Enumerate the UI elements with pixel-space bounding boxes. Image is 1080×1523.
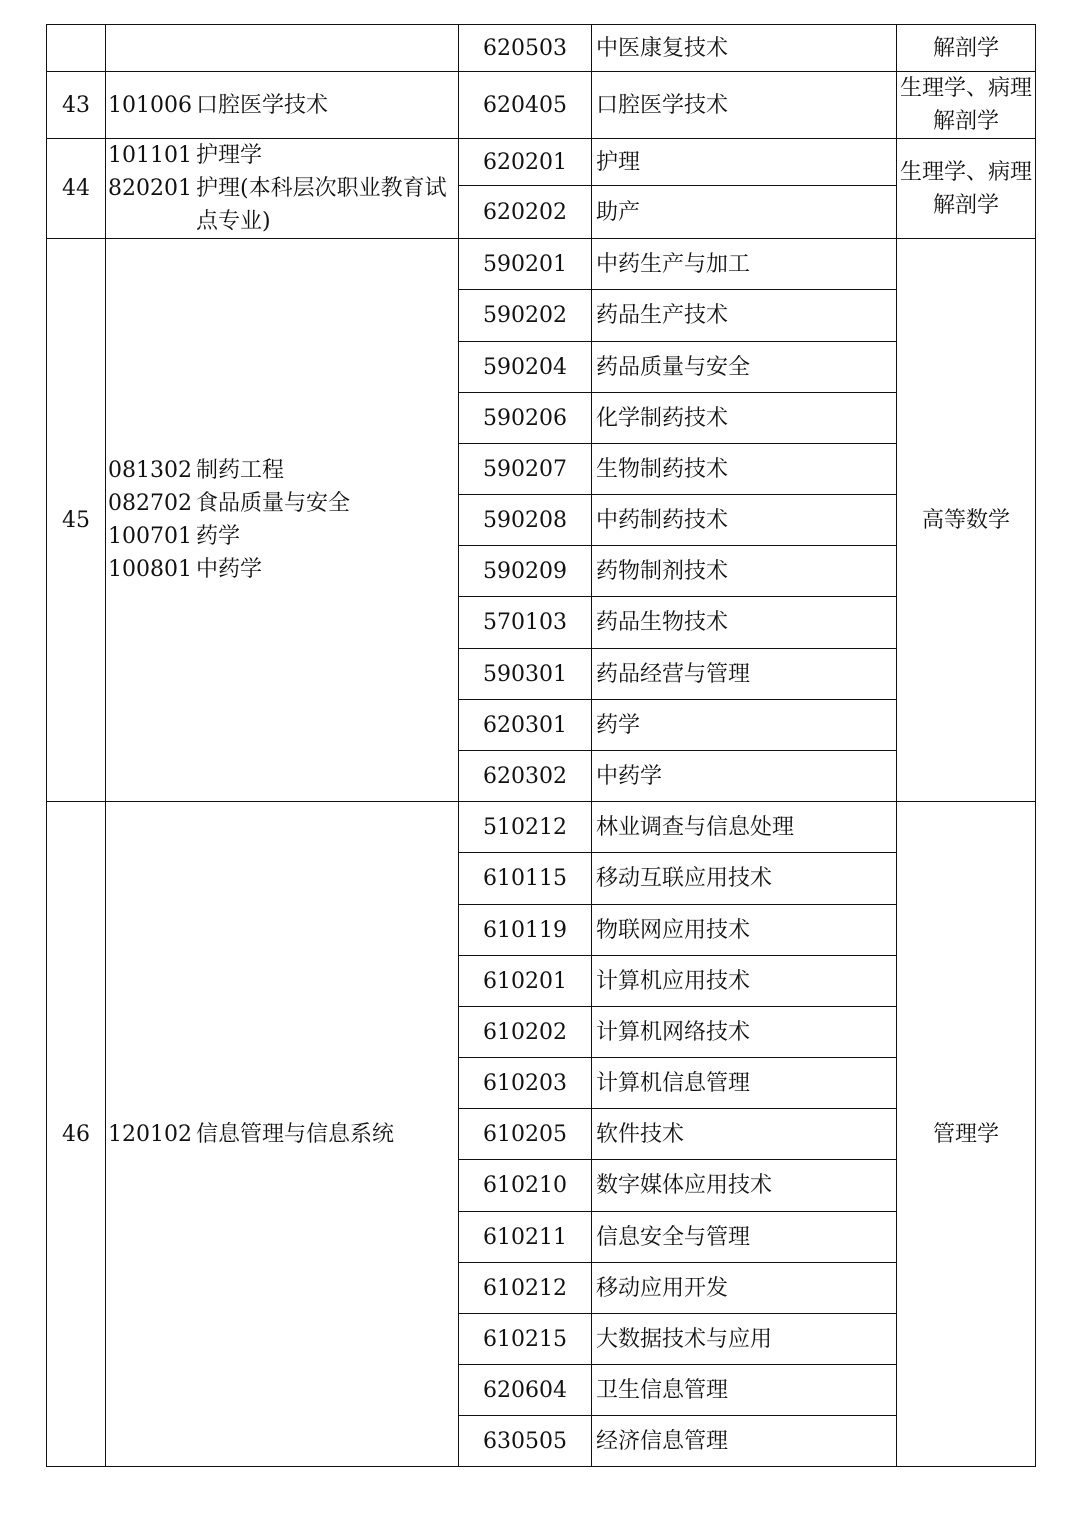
undergrad-major-item	[108, 553, 458, 586]
vocational-name-cell: 软件技术	[592, 1109, 897, 1160]
group-seq-cell: 43	[47, 72, 106, 139]
group-seq-cell	[47, 25, 106, 72]
vocational-name-cell: 中医康复技术	[592, 25, 897, 72]
vocational-name-cell: 经济信息管理	[592, 1416, 897, 1467]
vocational-code-cell: 570103	[459, 597, 592, 649]
undergrad-majors-cell	[106, 25, 459, 72]
vocational-code-cell: 590202	[459, 290, 592, 342]
vocational-code-cell: 590301	[459, 649, 592, 700]
vocational-code-cell: 610115	[459, 853, 592, 905]
vocational-name-cell: 计算机网络技术	[592, 1007, 897, 1058]
undergrad-major-name: 护理(本科层次职业教育试点专业)	[196, 176, 447, 234]
undergrad-major-item	[108, 139, 458, 172]
vocational-name-cell: 移动互联应用技术	[592, 853, 897, 905]
exam-subject-cell: 高等数学	[897, 239, 1036, 802]
major-mapping-table	[46, 24, 1036, 1467]
vocational-name-cell: 大数据技术与应用	[592, 1314, 897, 1365]
vocational-name-cell: 林业调查与信息处理	[592, 802, 897, 853]
vocational-code-cell: 610211	[459, 1212, 592, 1263]
vocational-name-cell: 药品质量与安全	[592, 342, 897, 393]
vocational-name-cell: 化学制药技术	[592, 393, 897, 444]
vocational-code-cell: 620503	[459, 25, 592, 72]
vocational-code-cell: 590209	[459, 546, 592, 597]
undergrad-major-name: 口腔医学技术	[196, 92, 329, 118]
group-seq-cell: 46	[47, 802, 106, 1467]
undergrad-major-name: 制药工程	[196, 458, 285, 483]
table-row	[47, 139, 1036, 186]
table-row	[47, 72, 1036, 139]
vocational-code-cell: 590207	[459, 444, 592, 495]
undergrad-majors-cell	[106, 802, 459, 1467]
vocational-code-cell: 590206	[459, 393, 592, 444]
group-seq-cell: 44	[47, 139, 106, 239]
undergrad-major-code: 101006	[108, 92, 192, 118]
undergrad-major-code: 100801	[108, 557, 192, 582]
vocational-name-cell: 中药制药技术	[592, 495, 897, 546]
vocational-code-cell: 610215	[459, 1314, 592, 1365]
undergrad-major-code: 120102	[108, 1121, 192, 1147]
vocational-name-cell: 药品生产技术	[592, 290, 897, 342]
undergrad-major-item	[108, 454, 458, 487]
exam-subject-cell: 管理学	[897, 802, 1036, 1467]
undergrad-major-item	[108, 1118, 458, 1151]
undergrad-major-code: 081302	[108, 458, 192, 483]
vocational-name-cell: 助产	[592, 186, 897, 239]
vocational-name-cell: 中药生产与加工	[592, 239, 897, 290]
vocational-name-cell: 药品经营与管理	[592, 649, 897, 700]
vocational-name-cell: 护理	[592, 139, 897, 186]
vocational-code-cell: 610201	[459, 956, 592, 1007]
exam-subject-cell: 生理学、病理解剖学	[897, 139, 1036, 239]
vocational-name-cell: 计算机应用技术	[592, 956, 897, 1007]
vocational-code-cell: 510212	[459, 802, 592, 853]
undergrad-major-item	[108, 487, 458, 520]
vocational-code-cell: 620604	[459, 1365, 592, 1416]
undergrad-major-code: 082702	[108, 491, 192, 516]
undergrad-major-code: 101101	[108, 143, 192, 168]
undergrad-major-name: 护理学	[196, 143, 263, 168]
vocational-name-cell: 中药学	[592, 751, 897, 802]
undergrad-major-item	[108, 89, 458, 122]
vocational-name-cell: 信息安全与管理	[592, 1212, 897, 1263]
vocational-code-cell: 620405	[459, 72, 592, 139]
exam-subject-cell: 生理学、病理解剖学	[897, 72, 1036, 139]
undergrad-majors-cell	[106, 239, 459, 802]
group-seq-cell: 45	[47, 239, 106, 802]
vocational-code-cell: 620201	[459, 139, 592, 186]
vocational-name-cell: 药物制剂技术	[592, 546, 897, 597]
undergrad-major-name: 药学	[196, 524, 241, 549]
vocational-name-cell: 物联网应用技术	[592, 905, 897, 956]
vocational-code-cell: 610212	[459, 1263, 592, 1314]
vocational-code-cell: 610202	[459, 1007, 592, 1058]
vocational-name-cell: 药学	[592, 700, 897, 751]
vocational-name-cell: 移动应用开发	[592, 1263, 897, 1314]
vocational-code-cell: 620301	[459, 700, 592, 751]
vocational-code-cell: 610203	[459, 1058, 592, 1109]
undergrad-major-name: 中药学	[196, 557, 263, 582]
undergrad-major-item	[108, 520, 458, 553]
table-row	[47, 25, 1036, 72]
vocational-name-cell: 数字媒体应用技术	[592, 1160, 897, 1212]
vocational-code-cell: 590208	[459, 495, 592, 546]
undergrad-major-item	[108, 172, 458, 238]
vocational-code-cell: 590201	[459, 239, 592, 290]
undergrad-major-name: 信息管理与信息系统	[196, 1121, 395, 1147]
undergrad-major-code: 820201	[108, 176, 192, 201]
vocational-code-cell: 610119	[459, 905, 592, 956]
vocational-code-cell: 630505	[459, 1416, 592, 1467]
undergrad-major-code: 100701	[108, 524, 192, 549]
vocational-code-cell: 610210	[459, 1160, 592, 1212]
vocational-code-cell: 620302	[459, 751, 592, 802]
undergrad-majors-cell	[106, 72, 459, 139]
vocational-name-cell: 卫生信息管理	[592, 1365, 897, 1416]
undergrad-major-name: 食品质量与安全	[196, 491, 351, 516]
vocational-code-cell: 590204	[459, 342, 592, 393]
vocational-name-cell: 生物制药技术	[592, 444, 897, 495]
exam-subject-cell: 解剖学	[897, 25, 1036, 72]
vocational-name-cell: 口腔医学技术	[592, 72, 897, 139]
vocational-code-cell: 610205	[459, 1109, 592, 1160]
vocational-code-cell: 620202	[459, 186, 592, 239]
table-row	[47, 239, 1036, 290]
vocational-name-cell: 计算机信息管理	[592, 1058, 897, 1109]
table-row	[47, 802, 1036, 853]
undergrad-majors-cell	[106, 139, 459, 239]
vocational-name-cell: 药品生物技术	[592, 597, 897, 649]
